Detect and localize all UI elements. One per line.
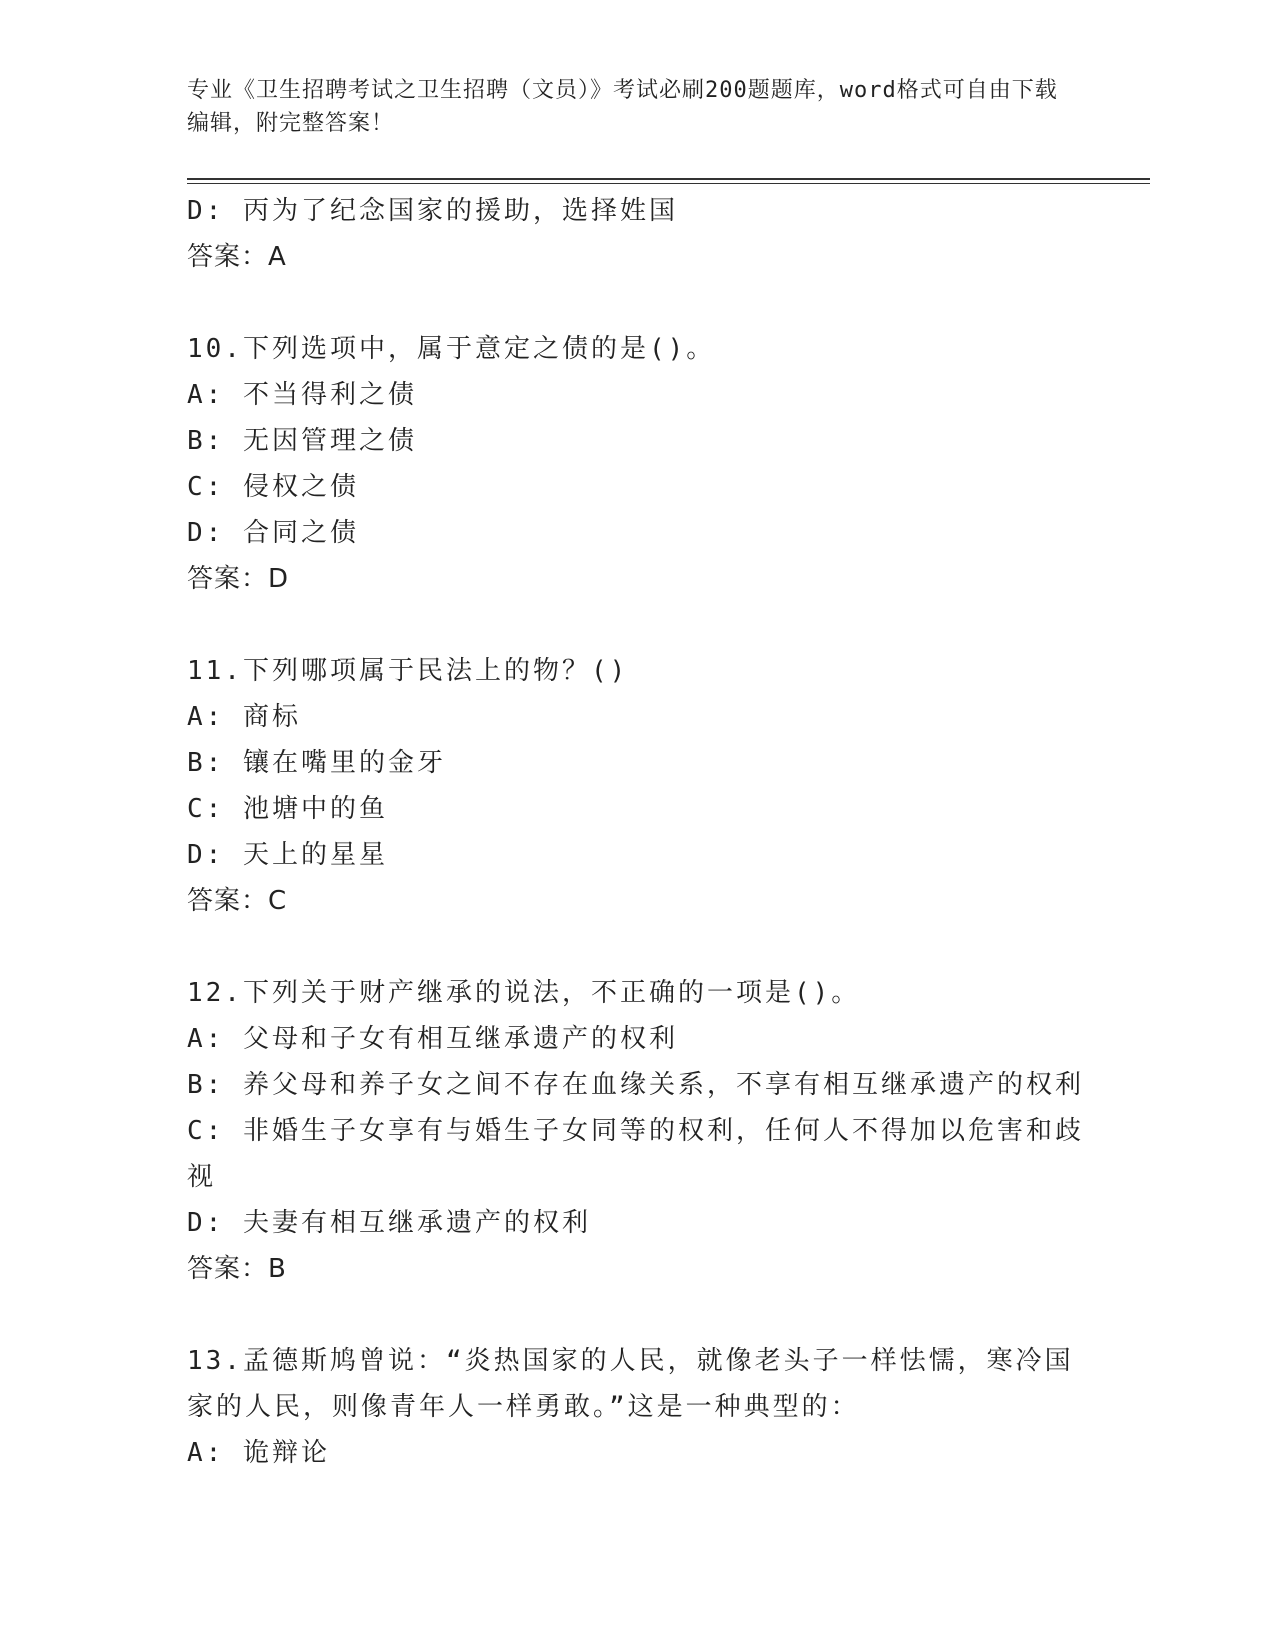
header-divider-thin: [187, 183, 1150, 184]
question-stem: 10.下列选项中，属于意定之债的是()。: [187, 334, 716, 364]
option-a: A: 商标: [187, 702, 301, 732]
header-divider-thick: [187, 178, 1150, 180]
option-c: C: 池塘中的鱼: [187, 794, 388, 824]
option-d: D: 天上的星星: [187, 840, 388, 870]
spacer: [187, 924, 1087, 970]
spacer: [187, 602, 1087, 648]
option-b: B: 无因管理之债: [187, 426, 417, 456]
document-header: 专业《卫生招聘考试之卫生招聘（文员）》考试必刷200题题库，word格式可自由下载编辑，附完整答案！: [187, 78, 1058, 136]
option-a: A: 父母和子女有相互继承遗产的权利: [187, 1024, 678, 1054]
option-b: B: 养父母和养子女之间不存在血缘关系，不享有相互继承遗产的权利: [187, 1070, 1084, 1100]
option-c: C: 非婚生子女享有与婚生子女同等的权利，任何人不得加以危害和歧视: [187, 1116, 1084, 1192]
question-stem: 12.下列关于财产继承的说法，不正确的一项是()。: [187, 978, 861, 1008]
question-stem: 11.下列哪项属于民法上的物？(): [187, 656, 629, 686]
option-c: C: 侵权之债: [187, 472, 359, 502]
answer-line: 答案：B: [187, 1254, 287, 1284]
option-b: B: 镶在嘴里的金牙: [187, 748, 446, 778]
option-a: A: 诡辩论: [187, 1438, 330, 1468]
question-12: [187, 970, 1087, 1292]
document-body: [187, 188, 1087, 1476]
answer-line: 答案：D: [187, 564, 290, 594]
question-10: [187, 326, 1087, 602]
spacer: [187, 1292, 1087, 1338]
answer-line: 答案：A: [187, 242, 287, 272]
option-d: D: 丙为了纪念国家的援助，选择姓国: [187, 196, 678, 226]
option-d: D: 夫妻有相互继承遗产的权利: [187, 1208, 591, 1238]
option-d: D: 合同之债: [187, 518, 359, 548]
spacer: [187, 280, 1087, 326]
question-stem: 13.孟德斯鸠曾说：“炎热国家的人民，就像老头子一样怯懦，寒冷国家的人民，则像青年人一样勇敢。”这是一种典型的：: [187, 1346, 1074, 1422]
answer-line: 答案：C: [187, 886, 288, 916]
question-11: [187, 648, 1087, 924]
question-9-tail: [187, 188, 1087, 280]
option-a: A: 不当得利之债: [187, 380, 417, 410]
question-13: [187, 1338, 1087, 1476]
